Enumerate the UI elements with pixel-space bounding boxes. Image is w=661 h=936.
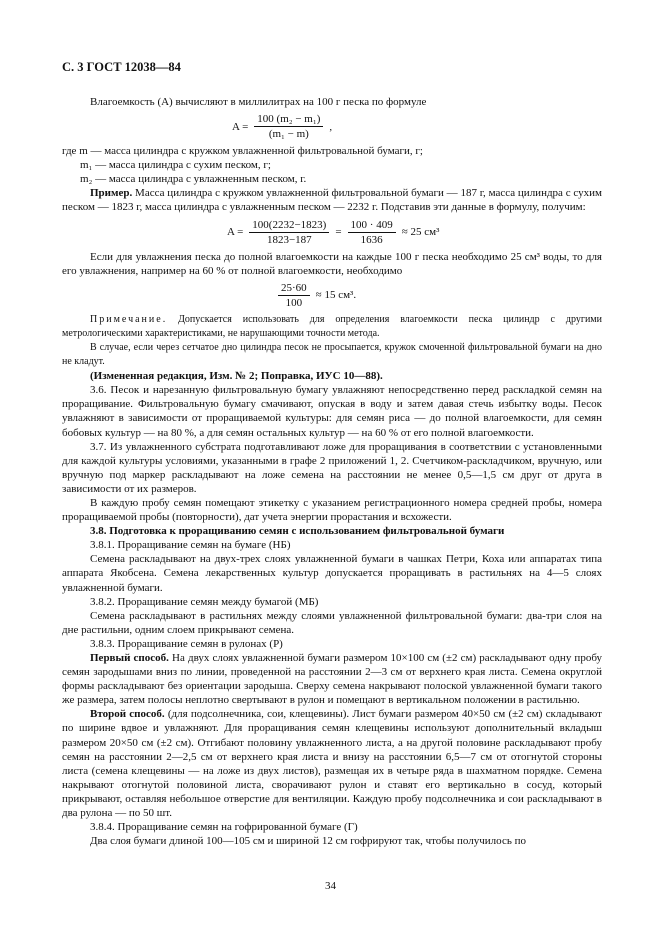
section-3-8-heading: 3.8. Подготовка к проращиванию семян с использованием фильтровальной бумаги bbox=[90, 525, 505, 538]
formula-numerator: 100 (m₂ − m₁) bbox=[254, 113, 323, 127]
formula-example bbox=[62, 219, 602, 246]
section-3-8-4-text: Два слоя бумаги длиной 100—105 см и шириной 12 см гофрируют так, чтобы получилось по bbox=[90, 835, 526, 848]
definition-line: m₁ — масса цилиндра с сухим песком, г; bbox=[80, 159, 271, 172]
formula-fraction bbox=[348, 219, 396, 246]
section-3-7-label: В каждую пробу семян помещают этикетку с указанием регистрационного номера средней пробы, номера проращиваемой пробы (повторности), дат учета энергии прорастания и всхожести. bbox=[62, 496, 602, 524]
section-3-8-1-heading: 3.8.1. Проращивание семян на бумаге (НБ) bbox=[90, 539, 291, 552]
method-1-text: На двух слоях увлажненной бумаги размером 10×100 см (±2 см) раскладывают одну пробу семян зародышами вниз по линии, проведенной на расстоянии 2—3 см от верхнего края листа. Семена округлой формы раскладывают без ориентации зародыша. Сверху семена накрывают полоской увлажненной бумаги такого же размера, затем полосы неплотно свертывают в рулон и помещают в вертикальном положении в растильню. bbox=[62, 652, 602, 707]
formula-denominator: 1636 bbox=[360, 233, 383, 246]
section-3-6: 3.6. Песок и нарезанную фильтровальную бумагу увлажняют непосредственно перед раскладкой семян на проращивание. Фильтровальную бумагу смачивают, опуская в воду и затем давая стечь избытку воды. Песок увлажняют в зависимости от проращиваемой культуры: для семян риса — до полной влагоемкости, для семян бобовых культур — на 80 %, а для семян остальных культур — на 60 % от его полной влагоемкости. bbox=[62, 384, 602, 439]
formula-numerator: 25·60 bbox=[278, 282, 310, 296]
formula-result: ≈ 15 см³. bbox=[315, 289, 357, 302]
formula-equals: = bbox=[335, 226, 342, 239]
formula-denominator: (m₁ − m) bbox=[268, 128, 309, 141]
method-1-label: Первый способ. bbox=[90, 652, 169, 664]
formula-fraction bbox=[254, 113, 323, 140]
formula-lhs: A = bbox=[227, 226, 244, 239]
formula-denominator: 100 bbox=[285, 296, 303, 309]
formula-wet bbox=[62, 282, 602, 309]
method-1-paragraph bbox=[62, 651, 602, 707]
formula-numerator: 100(2232−1823) bbox=[249, 219, 329, 233]
definition-line: m₂ — масса цилиндра с увлажненным песком, г. bbox=[80, 173, 307, 186]
example-paragraph bbox=[62, 186, 602, 214]
page-number: 34 bbox=[325, 880, 336, 892]
formula-numerator: 100 · 409 bbox=[348, 219, 396, 233]
section-3-8-1-text: Семена раскладывают на двух-трех слоях увлажненной бумаги в чашках Петри, Коха или аппаратах типа аппарата Якобсена. Семена лекарственных культур допускается проращивать в растильнях на 4—5 слоях увлажненной бумаги. bbox=[62, 553, 602, 594]
formula-fraction bbox=[249, 219, 329, 246]
document-header: С. 3 ГОСТ 12038—84 bbox=[62, 60, 181, 74]
method-2-text: (для подсолнечника, сои, клещевины). Лист бумаги размером 40×50 см (±2 см) складывают по ширине вдвое и увлажняют. Для проращивания семян клещевины используют дополнительный вкладыш размером 20×50 см (±2 см). Отгибают половину увлажненного листа, а на другой половине раскладывают пробу семян на расстоянии 2—2,5 см от верхнего края листа и внизу на расстоянии 6,5—7 см от отогнутой стороны листа (семена клещевины — на ложе из двух листов), размещая их в четыре ряда в шахматном порядке. Семена накрывают отогнутой половиной листа, сворачивают рулон и ставят его вертикально в сосуд, который прикрывают, оставляя небольшое отверстие для вентиляции. Каждую пробу подсолнечника и сои раскладывают в два рулона — по 50 шт. bbox=[62, 708, 602, 820]
definition-line: где m — масса цилиндра с кружком увлажненной фильтровальной бумаги, г; bbox=[62, 145, 423, 158]
intro-text: Влагоемкость (А) вычисляют в миллилитрах на 100 г песка по формуле bbox=[90, 96, 427, 108]
method-2-label: Второй способ. bbox=[90, 708, 165, 721]
note-label: Примечание. bbox=[90, 313, 168, 325]
section-3-8-3-heading: 3.8.3. Проращивание семян в рулонах (Р) bbox=[90, 637, 283, 650]
formula-result: ≈ 25 см³ bbox=[401, 226, 440, 239]
section-3-8-4-heading: 3.8.4. Проращивание семян на гофрированной бумаге (Г) bbox=[90, 821, 358, 834]
formula-denominator: 1823−187 bbox=[266, 233, 312, 246]
wet-paragraph: Если для увлажнения песка до полной влагоемкости на каждые 100 г песка необходимо 25 см³ воды, то для его увлажнения, например на 60 % от полной влагоемкости, необходимо bbox=[62, 250, 602, 277]
formula-capacity bbox=[62, 113, 602, 140]
case-paragraph: В случае, если через сетчатое дно цилиндра песок не просыпается, кружок смоченной фильтровальной бумаги на дно не кладут. bbox=[62, 341, 602, 368]
note-paragraph bbox=[62, 313, 602, 341]
note-text: Допускается использовать для определения влагоемкости песка цилиндр с другими метрологическими характеристиками, не нарушающими точности метода. bbox=[62, 313, 602, 339]
section-3-8-2-text: Семена раскладывают в растильнях между слоями увлажненной фильтровальной бумаги: два-три слоя на дне растильни, одним слоем прикрывают семена. bbox=[62, 609, 602, 636]
example-text: Масса цилиндра с кружком увлажненной фильтровальной бумаги — 187 г, масса цилиндра с сухим песком — 1823 г, масса цилиндра с увлажненным песком — 2232 г. Подставив эти данные в формулу, получим: bbox=[62, 187, 602, 214]
document-page bbox=[62, 60, 602, 848]
example-label: Пример. bbox=[90, 187, 133, 200]
formula-lhs: A = bbox=[232, 120, 249, 133]
method-2-paragraph bbox=[62, 707, 602, 820]
formula-tail: , bbox=[329, 120, 333, 133]
amendment-note: (Измененная редакция, Изм. № 2; Поправка, ИУС 10—88). bbox=[90, 370, 383, 383]
section-3-7: 3.7. Из увлажненного субстрата подготавливают ложе для проращивания в соответствии с установленными для каждой культуры условиями, указанными в графе 2 приложений 1, 2. Счетчиком-раскладчиком, вручную, или вручную под маркер раскладывают на ложе семена на расстоянии не менее 0,5—1,5 см друг от друга в зависимости от их размеров. bbox=[62, 440, 602, 495]
section-3-8-2-heading: 3.8.2. Проращивание семян между бумагой (МБ) bbox=[90, 595, 319, 608]
formula-fraction bbox=[278, 282, 310, 309]
